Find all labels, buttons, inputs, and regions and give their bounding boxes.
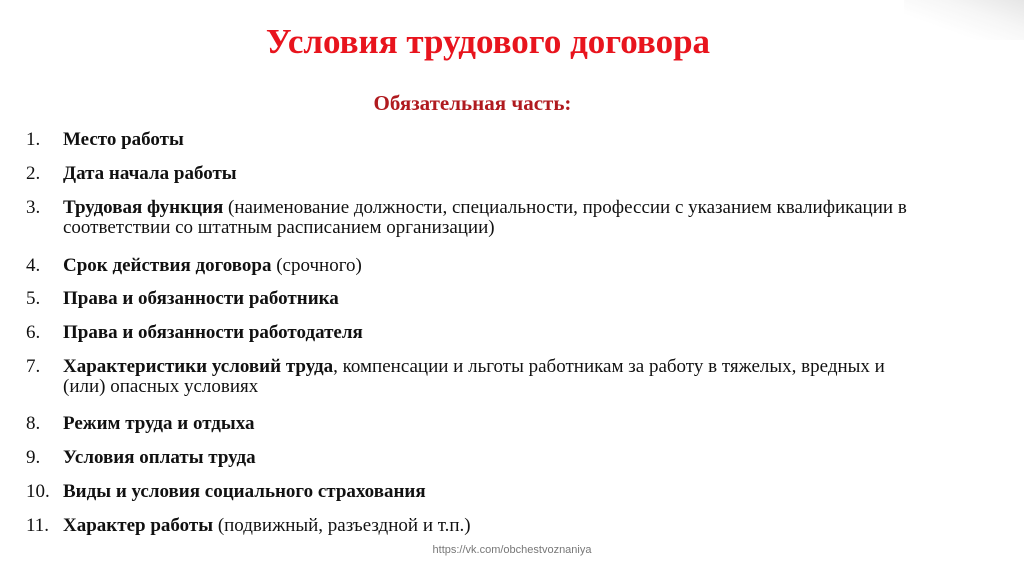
list-item — [26, 130, 926, 150]
item-title: Место работы — [63, 129, 184, 150]
item-title: Права и обязанности работника — [63, 288, 339, 309]
item-title: Дата начала работы — [63, 163, 237, 184]
item-title: Виды и условия социального страхования — [63, 481, 426, 502]
item-number: 5. — [26, 288, 41, 309]
item-number: 9. — [26, 447, 41, 468]
item-title: Условия оплаты труда — [63, 447, 256, 468]
item-title: Режим труда и отдыха — [63, 413, 255, 434]
item-title: Характеристики условий труда — [63, 356, 334, 377]
list-item — [26, 516, 926, 536]
list-item — [26, 482, 926, 502]
list-item — [26, 357, 926, 397]
item-detail: (подвижный, разъездной и т.п.) — [213, 515, 471, 536]
list-item — [26, 198, 926, 238]
item-title: Права и обязанности работодателя — [63, 322, 363, 343]
list-item — [26, 414, 926, 434]
item-number: 4. — [26, 255, 41, 276]
slide-subtitle: Обязательная часть: — [373, 91, 572, 115]
item-number: 10. — [26, 481, 50, 502]
item-title: Трудовая функция — [63, 197, 224, 218]
item-number: 1. — [26, 129, 41, 150]
item-number: 2. — [26, 163, 41, 184]
list-item — [26, 323, 926, 343]
item-number: 6. — [26, 322, 41, 343]
list-item — [26, 448, 926, 468]
item-number: 8. — [26, 413, 41, 434]
list-item — [26, 289, 926, 309]
list-item — [26, 256, 926, 276]
list-item — [26, 164, 926, 184]
slide-title: Условия трудового договора — [265, 22, 711, 61]
item-title: Характер работы — [63, 515, 214, 536]
item-detail: (срочного) — [271, 255, 362, 276]
source-link[interactable]: https://vk.com/obchestvoznaniya — [432, 544, 592, 556]
item-number: 3. — [26, 197, 41, 218]
item-number: 11. — [26, 515, 50, 536]
item-detail: (наименование должности, специальности, профессии с указанием квалификации в соответствии со штатным расписанием организации) — [63, 197, 907, 238]
item-title: Срок действия договора — [63, 255, 272, 276]
item-number: 7. — [26, 356, 41, 377]
item-detail: , компенсации и льготы работникам за работу в тяжелых, вредных и (или) опасных условиях — [63, 356, 885, 397]
